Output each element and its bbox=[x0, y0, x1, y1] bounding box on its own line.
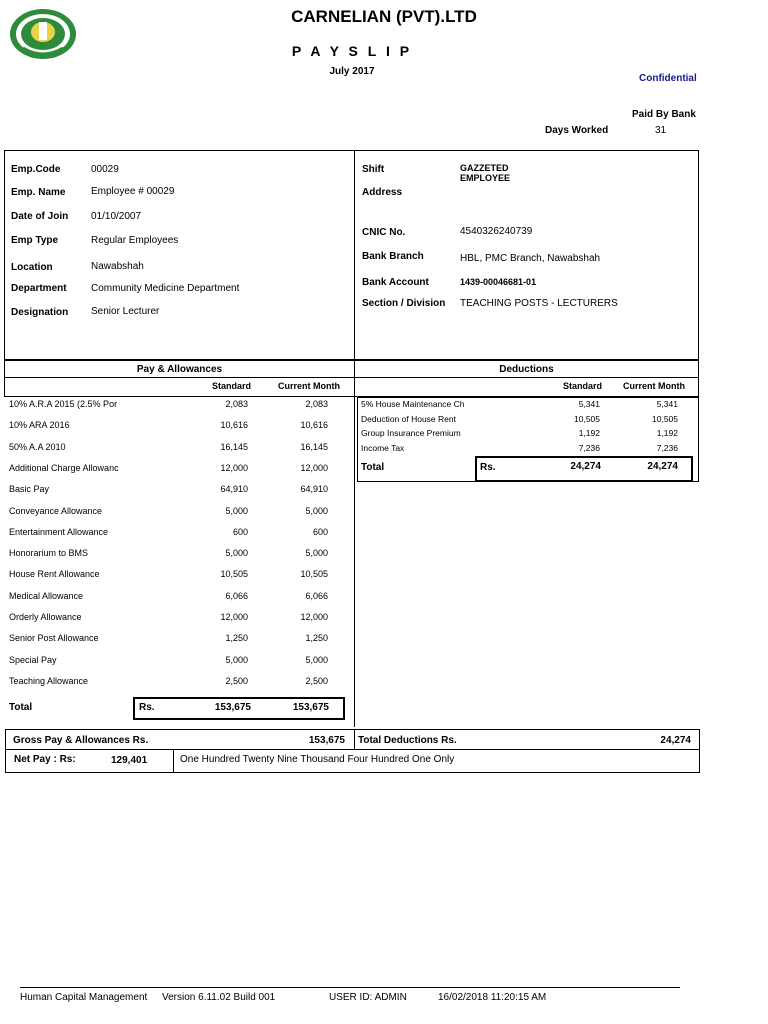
pay-item-current: 16,145 bbox=[300, 442, 328, 452]
shift-label: Shift bbox=[362, 164, 385, 175]
pay-item-current: 5,000 bbox=[305, 655, 328, 665]
department-value: Community Medicine Department bbox=[91, 283, 240, 294]
pay-item-name: Medical Allowance bbox=[9, 591, 84, 601]
deductions-header-rule bbox=[354, 377, 699, 378]
deductions-total-current: 24,274 bbox=[647, 461, 678, 472]
pay-item-standard: 600 bbox=[232, 527, 248, 537]
shift-value-line2: EMPLOYEE bbox=[460, 173, 511, 183]
net-pay-divider bbox=[173, 749, 174, 773]
gross-summary-divider bbox=[354, 729, 355, 750]
pay-item-name: Teaching Allowance bbox=[9, 676, 89, 686]
pay-item-current: 1,250 bbox=[305, 633, 328, 643]
pay-item-standard: 16,145 bbox=[220, 442, 248, 452]
emp-name-value: Employee # 00029 bbox=[91, 186, 175, 197]
gross-pay-label: Gross Pay & Allowances Rs. bbox=[13, 735, 149, 746]
pay-item-current: 64,910 bbox=[300, 484, 328, 494]
pay-item-name: Conveyance Allowance bbox=[9, 506, 103, 516]
company-name: CARNELIAN (PVT).LTD bbox=[291, 7, 477, 26]
pay-item-standard: 5,000 bbox=[225, 655, 248, 665]
pay-item-name: House Rent Allowance bbox=[9, 569, 100, 579]
section-label: Section / Division bbox=[362, 298, 446, 309]
pay-col-current: Current Month bbox=[278, 381, 340, 391]
doj-value: 01/10/2007 bbox=[91, 211, 142, 222]
deductions-total-label: Total bbox=[361, 462, 385, 473]
pay-item-current: 10,505 bbox=[300, 569, 328, 579]
pay-item-standard: 5,000 bbox=[225, 506, 248, 516]
pay-item-standard: 1,250 bbox=[225, 633, 248, 643]
emp-type-value: Regular Employees bbox=[91, 235, 179, 246]
deduction-item-current: 10,505 bbox=[652, 414, 678, 424]
location-label: Location bbox=[11, 262, 53, 273]
shift-value-line1: GAZZETED bbox=[460, 163, 509, 173]
address-label: Address bbox=[362, 187, 403, 198]
pay-total-standard: 153,675 bbox=[214, 702, 251, 713]
deduction-item-current: 7,236 bbox=[656, 443, 678, 453]
pay-item-name: Additional Charge Allowanc bbox=[9, 463, 119, 473]
net-pay-label: Net Pay : Rs: bbox=[14, 754, 76, 765]
pay-item-name: Senior Post Allowance bbox=[9, 633, 99, 643]
section-value: TEACHING POSTS - LECTURERS bbox=[460, 298, 618, 309]
pay-item-standard: 10,505 bbox=[220, 569, 248, 579]
deductions-col-current: Current Month bbox=[623, 381, 685, 391]
doj-label: Date of Join bbox=[11, 211, 69, 222]
paid-by-label: Paid By Bank bbox=[632, 109, 696, 120]
days-worked-label: Days Worked bbox=[545, 125, 609, 136]
pay-item-current: 2,500 bbox=[305, 676, 328, 686]
designation-label: Designation bbox=[11, 307, 69, 318]
emp-type-label: Emp Type bbox=[11, 235, 59, 246]
pay-item-name: 50% A.A 2010 bbox=[9, 442, 66, 452]
deductions-title: Deductions bbox=[499, 364, 554, 375]
pay-item-standard: 2,083 bbox=[225, 399, 248, 409]
pay-title: Pay & Allowances bbox=[136, 364, 223, 375]
pay-item-standard: 5,000 bbox=[225, 548, 248, 558]
pay-item-standard: 10,616 bbox=[220, 420, 248, 430]
net-pay-value: 129,401 bbox=[111, 755, 148, 766]
pay-item-name: Special Pay bbox=[9, 655, 57, 665]
footer-version: Version 6.11.02 Build 001 bbox=[162, 992, 276, 1003]
deduction-item-standard: 5,341 bbox=[578, 399, 600, 409]
cnic-value: 4540326240739 bbox=[460, 226, 533, 237]
pay-item-standard: 64,910 bbox=[220, 484, 248, 494]
deduction-item-standard: 1,192 bbox=[578, 428, 600, 438]
bank-account-value: 1439-00046681-01 bbox=[460, 277, 537, 287]
pay-item-name: Entertainment Allowance bbox=[9, 527, 109, 537]
cnic-label: CNIC No. bbox=[362, 227, 406, 238]
bank-branch-value: HBL, PMC Branch, Nawabshah bbox=[460, 253, 601, 264]
pay-item-name: Basic Pay bbox=[9, 484, 50, 494]
designation-value: Senior Lecturer bbox=[91, 306, 160, 317]
deduction-item-current: 5,341 bbox=[656, 399, 678, 409]
deduction-item-name: Group Insurance Premium bbox=[361, 428, 461, 438]
total-deductions-value: 24,274 bbox=[660, 735, 691, 746]
bank-account-label: Bank Account bbox=[362, 277, 429, 288]
pay-item-standard: 12,000 bbox=[220, 463, 248, 473]
deduction-item-name: 5% House Maintenance Ch bbox=[361, 399, 465, 409]
pay-total-current: 153,675 bbox=[292, 702, 329, 713]
confidential-label: Confidential bbox=[639, 73, 697, 84]
deductions-total-standard: 24,274 bbox=[570, 461, 601, 472]
total-deductions-label: Total Deductions Rs. bbox=[358, 735, 457, 746]
pay-item-current: 12,000 bbox=[300, 612, 328, 622]
pay-item-current: 5,000 bbox=[305, 548, 328, 558]
deduction-item-name: Deduction of House Rent bbox=[361, 414, 456, 424]
pay-item-current: 5,000 bbox=[305, 506, 328, 516]
emp-code-value: 00029 bbox=[91, 164, 119, 175]
deduction-item-current: 1,192 bbox=[656, 428, 678, 438]
bank-branch-label: Bank Branch bbox=[362, 251, 424, 262]
pay-item-current: 600 bbox=[312, 527, 328, 537]
pay-period: July 2017 bbox=[329, 66, 375, 77]
deductions-col-standard: Standard bbox=[562, 381, 602, 391]
days-worked-value: 31 bbox=[655, 125, 667, 136]
department-label: Department bbox=[11, 283, 67, 294]
pay-item-name: 10% ARA 2016 bbox=[9, 420, 70, 430]
deduction-item-name: Income Tax bbox=[361, 443, 405, 453]
employee-info-divider bbox=[354, 150, 355, 360]
pay-item-current: 2,083 bbox=[305, 399, 328, 409]
pay-item-current: 10,616 bbox=[300, 420, 328, 430]
footer-app: Human Capital Management bbox=[20, 992, 148, 1003]
pay-item-current: 6,066 bbox=[305, 591, 328, 601]
pay-item-standard: 12,000 bbox=[220, 612, 248, 622]
pay-item-current: 12,000 bbox=[300, 463, 328, 473]
location-value: Nawabshah bbox=[91, 261, 144, 272]
footer-datetime: 16/02/2018 11:20:15 AM bbox=[438, 992, 547, 1003]
pay-header-rule bbox=[4, 377, 355, 378]
footer-user: USER ID: ADMIN bbox=[329, 992, 407, 1003]
net-pay-words: One Hundred Twenty Nine Thousand Four Hundred One Only bbox=[180, 754, 455, 765]
emp-name-label: Emp. Name bbox=[11, 187, 66, 198]
pay-item-name: Honorarium to BMS bbox=[9, 548, 89, 558]
pay-item-standard: 2,500 bbox=[225, 676, 248, 686]
pay-total-label: Total bbox=[9, 702, 33, 713]
pay-item-standard: 6,066 bbox=[225, 591, 248, 601]
pay-total-rs: Rs. bbox=[139, 702, 155, 713]
pay-right-rule bbox=[354, 397, 355, 727]
gross-pay-value: 153,675 bbox=[308, 735, 345, 746]
footer-rule bbox=[20, 987, 680, 988]
pay-item-name: 10% A.R.A 2015 (2.5% Por bbox=[9, 399, 118, 409]
deduction-item-standard: 10,505 bbox=[574, 414, 600, 424]
emp-code-label: Emp.Code bbox=[11, 164, 61, 175]
pay-col-standard: Standard bbox=[211, 381, 251, 391]
deduction-item-standard: 7,236 bbox=[578, 443, 600, 453]
doc-title: P A Y S L I P bbox=[291, 43, 413, 59]
pay-item-name: Orderly Allowance bbox=[9, 612, 82, 622]
deductions-total-rs: Rs. bbox=[480, 462, 496, 473]
